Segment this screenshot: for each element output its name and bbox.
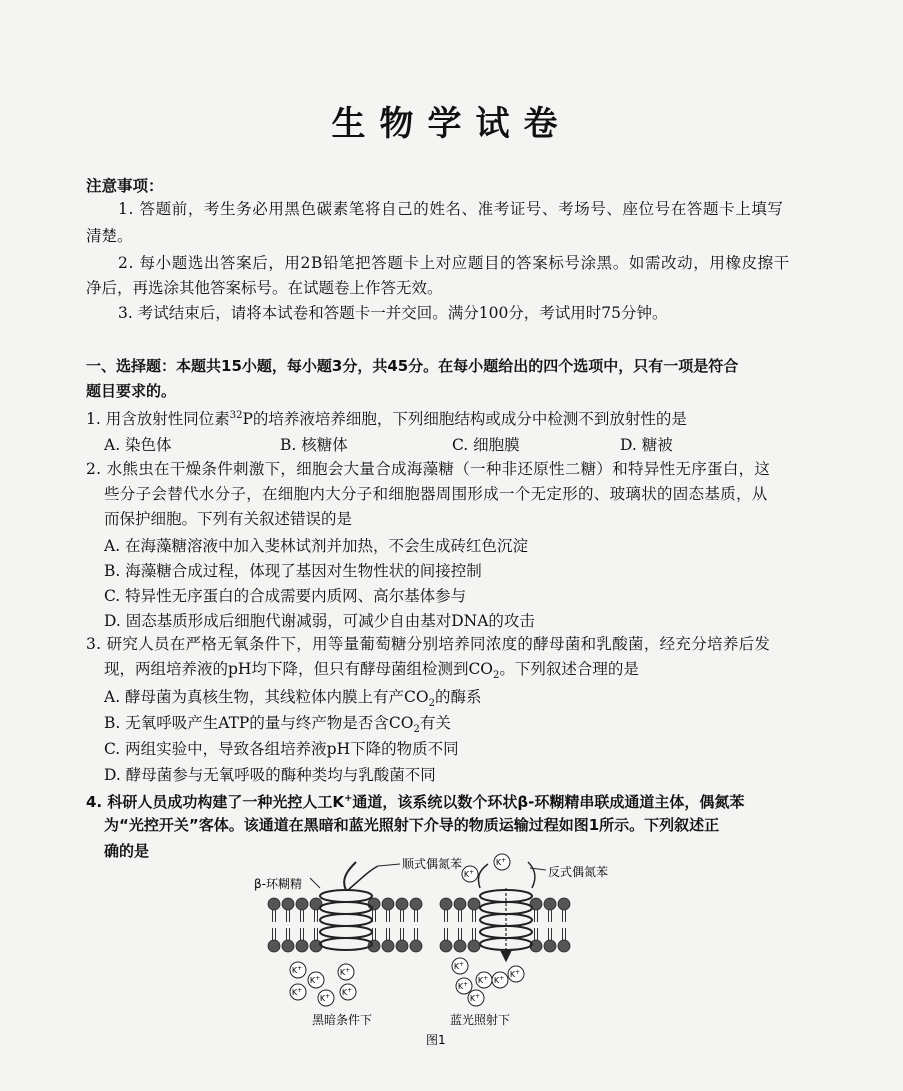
svg-text:K+: K+ xyxy=(457,981,469,991)
k-ion xyxy=(338,964,354,980)
svg-text:K+: K+ xyxy=(477,975,489,985)
k-ion xyxy=(494,854,510,870)
leader-cis xyxy=(378,864,400,866)
notice-item-2-cont: 净后，再选涂其他答案标号。在试题卷上作答无效。 xyxy=(86,279,443,297)
question-2-option-c: C. 特异性无序蛋白的合成需要内质网、高尔基体参与 xyxy=(104,587,467,605)
question-1-option-a: A. 染色体 xyxy=(104,436,172,454)
k-ion xyxy=(462,866,478,882)
potassium-ions xyxy=(290,854,524,1006)
question-2-option-b: B. 海藻糖合成过程，体现了基因对生物性状的间接控制 xyxy=(104,562,482,580)
exam-title: 生物学试卷 xyxy=(331,104,572,144)
k-ion xyxy=(340,984,356,1000)
caption-blue-light: 蓝光照射下 xyxy=(450,1013,511,1027)
question-3-option-d: D. 酵母菌参与无氧呼吸的酶种类均与乳酸菌不同 xyxy=(104,766,436,784)
notice-item-1-cont: 清楚。 xyxy=(86,227,133,245)
question-2-stem-cont-1: 些分子会替代水分子，在细胞内大分子和细胞器周围形成一个无定形的、玻璃状的固态基质，从 xyxy=(104,485,768,503)
question-3-option-b: B. 无氧呼吸产生ATP的量与终产物是否含$CO_2$有关 xyxy=(104,714,451,736)
svg-text:K+: K+ xyxy=(509,969,521,979)
svg-text:K+: K+ xyxy=(291,987,303,997)
question-3-option-c: C. 两组实验中，导致各组培养液pH下降的物质不同 xyxy=(104,740,459,758)
svg-text:K+: K+ xyxy=(453,961,465,971)
question-3-option-a: A. 酵母菌为真核生物，其线粒体内膜上有产$CO_2$的酶系 xyxy=(104,688,482,710)
k-ion xyxy=(492,972,508,988)
notice-item-1: 1. 答题前，考生务必用黑色碳素笔将自己的姓名、准考证号、考场号、座位号在答题卡上填写 xyxy=(118,200,784,218)
label-cis-azobenzene: 顺式偶氮苯 xyxy=(402,857,463,871)
section-1-heading-cont: 题目要求的。 xyxy=(86,382,177,400)
svg-text:K+: K+ xyxy=(339,967,351,977)
svg-text:K+: K+ xyxy=(291,965,303,975)
section-1-heading: 一、选择题：本题共15小题，每小题3分，共45分。在每小题给出的四个选项中，只有一项是符合 xyxy=(86,357,739,375)
question-1-option-d: D. 糖被 xyxy=(620,436,673,454)
label-trans-azobenzene: 反式偶氮苯 xyxy=(548,865,609,879)
k-ion xyxy=(318,990,334,1006)
svg-text:K+: K+ xyxy=(469,993,481,1003)
question-2-option-a: A. 在海藻糖溶液中加入斐林试剂并加热，不会生成砖红色沉淀 xyxy=(104,537,529,555)
svg-text:K+: K+ xyxy=(341,987,353,997)
k-ion xyxy=(452,958,468,974)
question-4-stem-cont-1: 为“光控开关”客体。该通道在黑暗和蓝光照射下介导的物质运输过程如图1所示。下列叙述正 xyxy=(104,816,720,834)
svg-text:K+: K+ xyxy=(493,975,505,985)
svg-text:K+: K+ xyxy=(319,993,331,1003)
k-ion xyxy=(508,966,524,982)
question-2-stem: 2. 水熊虫在干燥条件刺激下，细胞会大量合成海藻糖（一种非还原性二糖）和特异性无序蛋白，这 xyxy=(86,460,771,478)
question-1-stem: 1. 用含放射性同位素$^{32}$P的培养液培养细胞，下列细胞结构或成分中检测不到放射性的是 xyxy=(86,410,687,429)
leader-cd xyxy=(310,878,320,888)
caption-dark-condition: 黑暗条件下 xyxy=(312,1013,373,1027)
notice-heading: 注意事项： xyxy=(86,177,164,195)
k-ion xyxy=(456,978,472,994)
svg-text:K+: K+ xyxy=(309,975,321,985)
cyclodextrin-channel-left xyxy=(320,862,378,950)
question-4-stem: 4. 科研人员成功构建了一种光控人工K+通道，该系统以数个环状β-环糊精串联成通道主体，偶氮苯 xyxy=(86,793,745,811)
notice-item-2: 2. 每小题选出答案后，用2B铅笔把答题卡上对应题目的答案标号涂黑。如需改动，用橡皮擦干 xyxy=(118,254,790,272)
question-4-stem-cont-2: 确的是 xyxy=(104,842,150,860)
k-ion xyxy=(476,972,492,988)
question-2-option-d: D. 固态基质形成后细胞代谢减弱，可减少自由基对DNA的攻击 xyxy=(104,612,535,630)
figure-1-caption: 图1 xyxy=(426,1033,446,1047)
figure-1-channel-diagram xyxy=(250,848,620,1048)
k-ion xyxy=(308,972,324,988)
svg-text:K+: K+ xyxy=(463,869,475,879)
cyclodextrin-channel-right xyxy=(478,862,535,960)
question-3-stem-cont: 现，两组培养液的pH均下降，但只有酵母菌组检测到$CO_2$。下列叙述合理的是 xyxy=(104,660,639,682)
question-3-stem: 3. 研究人员在严格无氧条件下，用等量葡萄糖分别培养同浓度的酵母菌和乳酸菌，经充分培养后发 xyxy=(86,635,771,653)
k-ion xyxy=(290,962,306,978)
k-ion xyxy=(468,990,484,1006)
k-ion xyxy=(290,984,306,1000)
question-2-stem-cont-2: 而保护细胞。下列有关叙述错误的是 xyxy=(104,510,353,528)
question-1-option-c: C. 细胞膜 xyxy=(452,436,520,454)
notice-item-3: 3. 考试结束后，请将本试卷和答题卡一并交回。满分100分，考试用时75分钟。 xyxy=(118,304,668,322)
svg-text:K+: K+ xyxy=(495,857,507,867)
label-beta-cyclodextrin: β-环糊精 xyxy=(254,877,302,891)
question-1-option-b: B. 核糖体 xyxy=(280,436,348,454)
